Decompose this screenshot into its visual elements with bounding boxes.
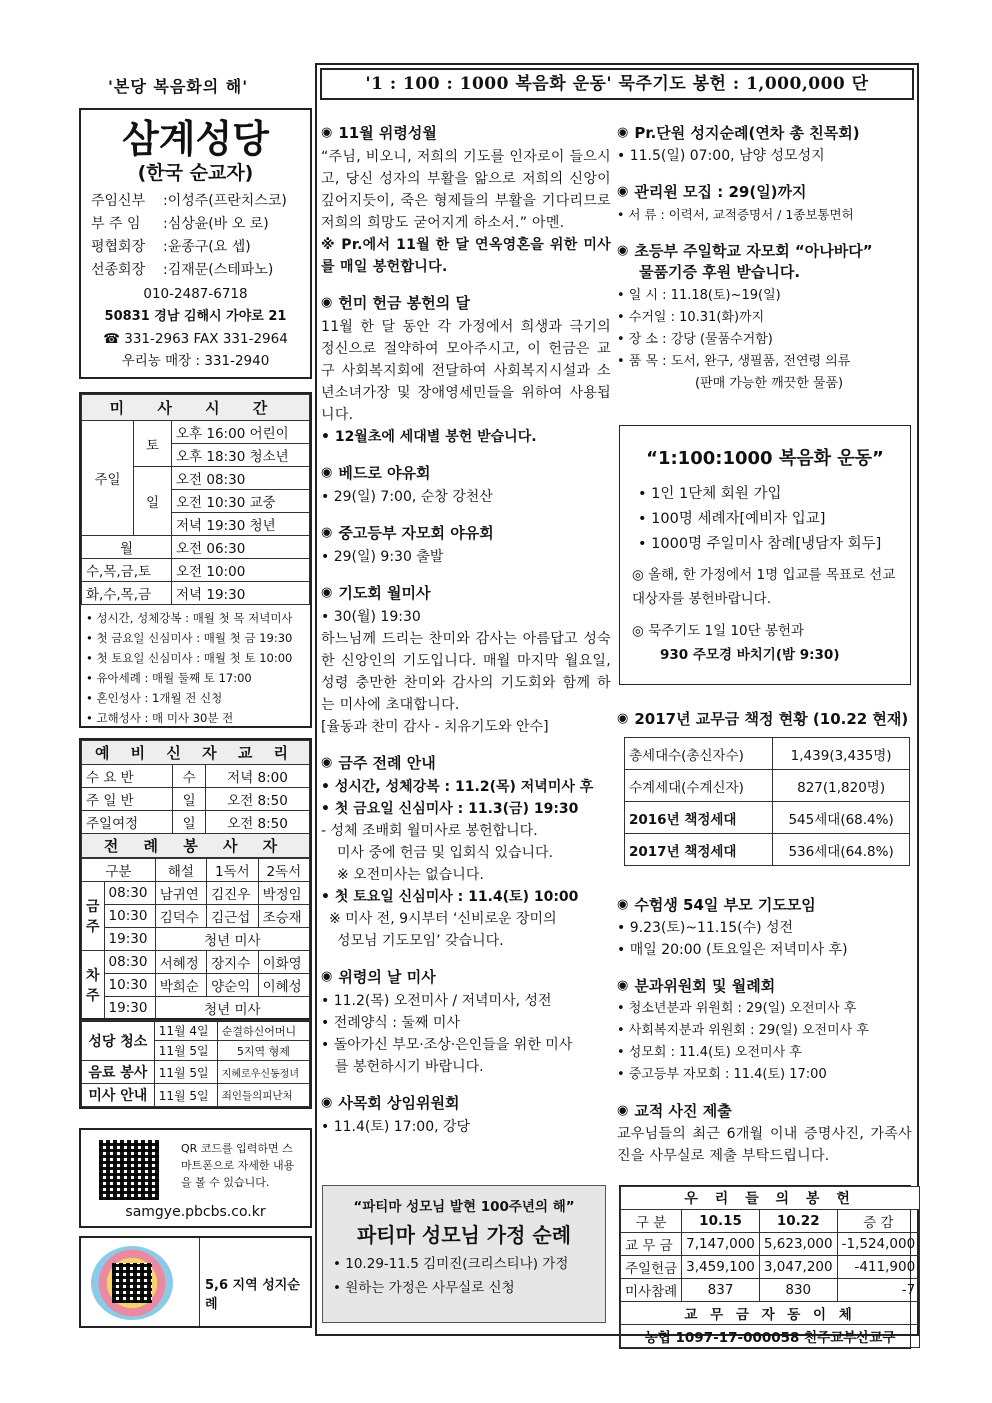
cat-class: 수 요 반 — [82, 765, 173, 788]
all-souls-line: • 11.2(목) 오전미사 / 저녁미사, 성전 — [321, 993, 552, 1009]
banner: '1 : 100 : 1000 복음화 운동' 묵주기도 봉헌 : 1,000,000 단 — [320, 68, 914, 100]
tue-label: 화,수,목,금 — [82, 582, 172, 605]
cat-time: 오전 8:50 — [206, 788, 310, 811]
r1-title: Pr.단원 성지순례(연차 총 친목회) — [634, 124, 860, 142]
tithe-label: 수계세대(수계신자) — [625, 770, 773, 802]
duty-label: 성당 청소 — [82, 1021, 155, 1061]
lit-cell: 이혜성 — [258, 974, 309, 997]
duty-date: 11월 4일 — [154, 1021, 217, 1041]
s5-body: 하느님께 드리는 찬미와 감사는 아름답고 성숙한 신앙인의 기도입니다. 매월 마지막 월요일, 성령 충만한 찬미와 감사의 기도회와 함께 하는 미사에 초대합니다. — [321, 631, 611, 713]
lit-header: 구분 — [82, 859, 156, 882]
staff-row: 선종회장 : 김재문(스테파노) — [91, 259, 300, 282]
committee-line: • 청소년분과 위원회 : 29(일) 오전미사 후 — [617, 1001, 857, 1016]
tithe-table — [624, 737, 910, 866]
mass-times-box — [79, 392, 312, 728]
committee-line: • 중고등부 자모회 : 11.4(토) 17:00 — [617, 1067, 827, 1082]
lit-cell: 서혜정 — [155, 951, 206, 974]
offer-header: 증 감 — [837, 1210, 920, 1233]
offer-header: 10.15 — [682, 1210, 760, 1233]
s8-line: • 11.4(토) 17:00, 강당 — [321, 1119, 471, 1135]
offer-header: 10.22 — [759, 1210, 837, 1233]
r6-lines — [617, 998, 912, 1086]
target-bullet-icon: ◉ — [617, 711, 629, 726]
next-week-label: 차주 — [82, 951, 105, 1020]
r5-title: 수험생 54일 부모 기도모임 — [634, 896, 816, 914]
offer-value: 7,147,000 — [682, 1233, 760, 1256]
lit-cell: 양순익 — [207, 974, 258, 997]
duty-date: 11월 5일 — [154, 1061, 217, 1084]
mass-note: • 첫 금요일 신심미사 : 매월 첫 금 19:30 — [86, 631, 293, 645]
anabada-line: (판매 가능한 깨끗한 물품) — [695, 376, 844, 391]
lit-time: 10:30 — [104, 974, 155, 997]
s1-note: ※ Pr.에서 11월 한 달 연옥영혼을 위한 미사를 매일 봉헌합니다. — [321, 237, 611, 275]
staff-row: 평협회장 : 윤종구(요 셉) — [91, 236, 300, 259]
mass-table — [81, 394, 310, 605]
evangelization-line: • 1인 1단체 회원 가입 — [638, 486, 782, 502]
s2-body: 11월 한 달 동안 각 가정에서 희생과 극기의 정신으로 절약하여 모아주시고, 이 헌금은 교구 사회복지회에 전달하여 사회복지시설과 소년소녀가장 및 장애영세민들을 위하여 사용됩니다. — [321, 319, 611, 423]
tithe-value: 545세대(68.4%) — [773, 802, 910, 834]
s7-title: 위령의 날 미사 — [338, 968, 436, 986]
lit-cell: 박정임 — [258, 882, 309, 905]
mass-row: 오후 18:30 청소년 — [172, 444, 310, 467]
cat-day: 일 — [173, 811, 206, 834]
staff-role: 평협회장 — [91, 239, 146, 255]
section-title — [617, 708, 912, 729]
tithe-value: 827(1,820명) — [773, 770, 910, 802]
offer-value: 3,047,200 — [759, 1256, 837, 1279]
cat-day: 일 — [173, 788, 206, 811]
r7-body: 교우님들의 최근 6개월 이내 증명사진, 가족사진을 사무실로 제출 부탁드립니다. — [617, 1126, 912, 1164]
tithe-label: 총세대수(총신자수) — [625, 738, 773, 770]
liturgy-table — [81, 858, 310, 1020]
section-title — [617, 975, 912, 996]
r6-title: 분과위원회 및 월례회 — [634, 977, 776, 995]
offer-value: -411,900 — [837, 1256, 920, 1279]
r3-title: 초등부 주일학교 자모회 “아나바다” — [634, 242, 873, 260]
staff-role: 주임신부 — [91, 193, 146, 209]
offer-value: 5,623,000 — [759, 1233, 837, 1256]
s3-line: • 29(일) 7:00, 순창 강천산 — [321, 489, 493, 505]
s6-title: 금주 전례 안내 — [338, 754, 436, 772]
staff-list — [91, 190, 300, 282]
lit-youth: 청년 미사 — [155, 928, 309, 951]
section-title — [617, 181, 912, 202]
target-bullet-icon: ◉ — [617, 1103, 629, 1118]
lit-cell: 김덕수 — [155, 905, 206, 928]
duty-date: 11월 5일 — [154, 1041, 217, 1061]
lit-cell: 박희순 — [155, 974, 206, 997]
lit-time: 19:30 — [104, 928, 155, 951]
lit-time: 10:30 — [104, 905, 155, 928]
liturgy-info-line: - 성체 조배회 월미사로 봉헌합니다. — [321, 823, 538, 839]
cat-class: 주일여정 — [82, 811, 173, 834]
mon-label: 월 — [82, 536, 172, 559]
staff-row: 주임신부 : 이성주(프란치스코) — [91, 190, 300, 213]
evangelization-note: 930 주모경 바치기(밤 9:30) — [660, 647, 840, 663]
mass-row: 오전 10:30 교중 — [172, 490, 310, 513]
target-bullet-icon: ◉ — [321, 755, 333, 770]
target-bullet-icon: ◉ — [321, 969, 333, 984]
lit-youth: 청년 미사 — [155, 997, 309, 1020]
offer-value: 3,459,100 — [682, 1256, 760, 1279]
evangelization-line: • 100명 세례자[예비자 입교] — [638, 511, 826, 527]
qr-code-icon[interactable] — [99, 1140, 159, 1200]
target-bullet-icon: ◉ — [321, 585, 333, 600]
section-title — [321, 752, 611, 773]
sunday-label: 주일 — [82, 421, 134, 536]
parish-address: 50831 경남 김해시 가야로 21 — [104, 309, 287, 324]
offer-value: -1,524,000 — [837, 1233, 920, 1256]
mass-note: • 고해성사 : 매 미사 30분 전 — [86, 711, 234, 725]
qr-box — [79, 1128, 312, 1228]
section-title — [321, 292, 611, 313]
staff-role: 선종회장 — [91, 262, 146, 278]
liturgy-info-line: • 성시간, 성체강복 : 11.2(목) 저녁미사 후 — [321, 779, 594, 795]
all-souls-line: 를 봉헌하시기 바랍니다. — [335, 1059, 484, 1075]
mass-notes — [81, 605, 310, 731]
fatima-title: “파티마 성모님 발현 100주년의 해” — [353, 1199, 575, 1215]
staff-name: 윤종구(요 셉) — [167, 239, 251, 255]
liturgy-info-line: • 첫 금요일 신심미사 : 11.3(금) 19:30 — [321, 801, 579, 817]
s2-note: • 12월초에 세대별 봉헌 받습니다. — [321, 429, 537, 445]
lit-time: 08:30 — [104, 951, 155, 974]
fatima-line: • 원하는 가정은 사무실로 신청 — [333, 1280, 515, 1296]
lit-cell: 김근섭 — [207, 905, 258, 928]
all-souls-line: • 돌아가신 부모·조상·은인들을 위한 미사 — [321, 1037, 573, 1053]
tithe-value: 1,439(3,435명) — [773, 738, 910, 770]
lit-cell: 조승재 — [258, 905, 309, 928]
sat-label: 토 — [134, 421, 172, 467]
offer-label: 주일헌금 — [621, 1256, 682, 1279]
staff-name: 심상윤(바 오 로) — [167, 216, 269, 232]
catechumen-box — [79, 738, 312, 1022]
wed-label: 수,목,금,토 — [82, 559, 172, 582]
this-week-label: 금주 — [82, 882, 105, 951]
offering-box — [619, 1185, 916, 1349]
r3-subtitle: 물품기증 후원 받습니다. — [639, 263, 801, 281]
mass-note: • 성시간, 성체강복 : 매월 첫 목 저녁미사 — [86, 611, 293, 625]
section-title — [321, 966, 611, 987]
liturgy-info-line: • 첫 토요일 신심미사 : 11.4(토) 10:00 — [321, 889, 579, 905]
staff-role: 부 주 임 — [91, 216, 141, 232]
fatima-box — [322, 1185, 606, 1323]
lit-cell: 이화영 — [258, 951, 309, 974]
r4-title: 2017년 교무금 책정 현황 (10.22 현재) — [634, 710, 909, 728]
section-title — [617, 240, 912, 261]
parish-store: 우리농 매장 : 331-2940 — [121, 353, 270, 369]
parish-name: 삼계성당 — [122, 116, 269, 161]
mass-row: 저녁 19:30 청년 — [172, 513, 310, 536]
middle-column — [321, 122, 611, 1138]
all-souls-line: • 전례양식 : 둘째 미사 — [321, 1015, 460, 1031]
target-bullet-icon: ◉ — [321, 465, 333, 480]
mass-note: • 첫 토요일 신심미사 : 매월 첫 토 10:00 — [86, 651, 293, 665]
target-bullet-icon: ◉ — [617, 184, 629, 199]
anabada-line: • 장 소 : 강당 (물품수거함) — [617, 332, 773, 347]
cat-class: 주 일 반 — [82, 788, 173, 811]
duty-who: 죄인들의피난처 — [217, 1084, 309, 1107]
lit-time: 19:30 — [104, 997, 155, 1020]
s7-lines — [321, 990, 611, 1078]
section-title — [321, 522, 611, 543]
catechumen-title: 예 비 신 자 교 리 — [82, 741, 310, 765]
evangelization-title: “1:100:1000 복음화 운동” — [646, 448, 884, 469]
r5-line: • 매일 20:00 (토요일은 저녁미사 후) — [617, 942, 848, 958]
offer-bank-account: 농협 1097-17-000058 천주교부산교구 — [621, 1325, 920, 1348]
mass-title: 미 사 시 간 — [82, 395, 310, 421]
target-bullet-icon: ◉ — [617, 978, 629, 993]
duty-date: 11월 5일 — [154, 1084, 217, 1107]
wed-time: 오전 10:00 — [172, 559, 310, 582]
duty-who: 지혜로우신동정녀 — [217, 1061, 309, 1084]
pilgrim-box — [79, 1236, 312, 1328]
parish-mobile: 010-2487-6718 — [143, 286, 248, 302]
parish-patron: (한국 순교자) — [137, 162, 254, 184]
lit-header: 1독서 — [207, 859, 258, 882]
flower-qr-icon[interactable] — [91, 1246, 173, 1320]
right-column-top — [617, 122, 912, 395]
offer-value: 837 — [682, 1279, 760, 1302]
mass-note: • 혼인성사 : 1개월 전 신청 — [86, 691, 223, 705]
duty-label: 미사 안내 — [82, 1084, 155, 1107]
site-url[interactable]: samgye.pbcbs.co.kr — [125, 1204, 266, 1220]
fatima-line: • 10.29-11.5 김미진(크리스티나) 가정 — [333, 1256, 569, 1272]
target-bullet-icon: ◉ — [321, 525, 333, 540]
s1-body: “주님, 비오니, 저희의 기도를 인자로이 들으시고, 당신 성자의 부활을 앎으로 저희의 신앙이 깊어지듯이, 죽은 형제들의 부활을 기다리므로 저희의 희망도 굳어지게 하소서.” 아멘. — [321, 149, 611, 231]
committee-line: • 사회복지분과 위원회 : 29(일) 오전미사 후 — [617, 1023, 869, 1038]
s2-title: 헌미 헌금 봉헌의 달 — [338, 294, 470, 312]
target-bullet-icon: ◉ — [321, 125, 333, 140]
offer-value: -7 — [837, 1279, 920, 1302]
liturgy-info-line: 성모님 기도모임’ 갖습니다. — [337, 933, 504, 949]
s5-note: [율동과 찬미 감사 - 치유기도와 안수] — [321, 719, 549, 735]
staff-row: 부 주 임 : 심상윤(바 오 로) — [91, 213, 300, 236]
s6-lines — [321, 776, 611, 952]
staff-name: 김재문(스테파노) — [167, 262, 274, 278]
s5-line: • 30(월) 19:30 — [321, 609, 421, 625]
year-motto: '본당 복음화의 해' — [108, 77, 249, 96]
offer-value: 830 — [759, 1279, 837, 1302]
evangelization-line: • 1000명 주일미사 참례[냉담자 회두] — [638, 536, 882, 552]
section-title — [321, 1092, 611, 1113]
target-bullet-icon: ◉ — [321, 295, 333, 310]
r7-title: 교적 사진 제출 — [634, 1102, 732, 1120]
tue-time: 저녁 19:30 — [172, 582, 310, 605]
target-bullet-icon: ◉ — [617, 243, 629, 258]
target-bullet-icon: ◉ — [617, 125, 629, 140]
cat-time: 오전 8:50 — [206, 811, 310, 834]
s3-title: 베드로 야유회 — [338, 464, 431, 482]
mass-note: • 유아세례 : 매월 둘째 토 17:00 — [86, 671, 252, 685]
s1-title: 11월 위령성월 — [338, 124, 437, 142]
lit-header: 2독서 — [258, 859, 309, 882]
duty-who: 5지역 형제 — [217, 1041, 309, 1061]
s5-title: 기도회 월미사 — [338, 584, 431, 602]
s4-line: • 29(일) 9:30 출발 — [321, 549, 444, 565]
duty-label: 음료 봉사 — [82, 1061, 155, 1084]
target-bullet-icon: ◉ — [617, 897, 629, 912]
target-bullet-icon: ◉ — [321, 1095, 333, 1110]
lit-cell: 김진우 — [207, 882, 258, 905]
staff-name: 이성주(프란치스코) — [167, 193, 287, 209]
cat-day: 수 — [173, 765, 206, 788]
committee-line: • 성모회 : 11.4(토) 오전미사 후 — [617, 1045, 802, 1060]
liturgy-info-line: 미사 중에 헌금 및 입회식 있습니다. — [337, 845, 554, 861]
lit-time: 08:30 — [104, 882, 155, 905]
cat-time: 저녁 8:00 — [206, 765, 310, 788]
lit-header: 해설 — [155, 859, 206, 882]
evangelization-box — [619, 425, 911, 685]
liturgy-info-line: ※ 오전미사는 없습니다. — [337, 867, 484, 883]
anabada-line: • 수거일 : 10.31(화)까지 — [617, 310, 765, 325]
parish-info-box — [79, 108, 312, 379]
evangelization-note: ◎ 묵주기도 1일 10단 봉헌과 — [632, 623, 805, 639]
offer-label: 미사참례 — [621, 1279, 682, 1302]
tithe-value: 536세대(64.8%) — [773, 834, 910, 866]
section-title — [321, 582, 611, 603]
mass-row: 오전 08:30 — [172, 467, 310, 490]
sun-label: 일 — [134, 467, 172, 536]
duties-box — [79, 1018, 312, 1109]
s8-title: 사목회 상임위원회 — [338, 1094, 460, 1112]
section-title — [617, 1100, 912, 1121]
s4-title: 중고등부 자모회 야유회 — [338, 524, 494, 542]
duties-table — [81, 1020, 310, 1107]
lit-cell: 장지수 — [207, 951, 258, 974]
evangelization-note: ◎ 올해, 한 가정에서 1명 입교를 목표로 선교 대상자를 봉헌바랍니다. — [632, 567, 896, 607]
section-title — [617, 894, 912, 915]
tithe-label: 2017년 책정세대 — [625, 834, 773, 866]
mass-row: 오후 16:00 어린이 — [172, 421, 310, 444]
tithe-label: 2016년 책정세대 — [625, 802, 773, 834]
r2-line: • 서 류 : 이력서, 교적증명서 / 1종보통면허 — [617, 207, 854, 222]
anabada-line: • 품 목 : 도서, 완구, 생필품, 전연령 의류 — [617, 354, 851, 369]
section-title — [617, 122, 912, 143]
r3-lines — [617, 285, 912, 395]
pilgrim-text: 5,6 지역 성지순례 — [205, 1278, 300, 1312]
offer-auto-transfer: 교 무 금 자 동 이 체 — [621, 1302, 920, 1325]
offering-title: 우 리 들 의 봉 헌 — [621, 1187, 920, 1210]
r1-line: • 11.5(일) 07:00, 남양 성모성지 — [617, 148, 825, 164]
duty-who: 순결하신어머니 — [217, 1021, 309, 1041]
offer-label: 교 무 금 — [621, 1233, 682, 1256]
liturgy-info-line: ※ 미사 전, 9시부터 ‘신비로운 장미의 — [329, 911, 557, 927]
offer-header: 구 분 — [621, 1210, 682, 1233]
section-title — [321, 462, 611, 483]
parish-tel: ☎ 331-2963 FAX 331-2964 — [103, 331, 288, 347]
r2-title: 관리원 모집 : 29(일)까지 — [634, 183, 807, 201]
liturgy-title: 전 례 봉 사 자 — [82, 834, 310, 858]
section-title — [321, 122, 611, 143]
qr-text: QR 코드를 입력하면 스마트폰으로 자세한 내용을 볼 수 있습니다. — [181, 1142, 295, 1189]
right-column-bottom — [617, 708, 912, 1167]
anabada-line: • 일 시 : 11.18(토)~19(일) — [617, 288, 781, 303]
mon-time: 오전 06:30 — [172, 536, 310, 559]
lit-cell: 남귀연 — [155, 882, 206, 905]
fatima-heading: 파티마 성모님 가정 순례 — [356, 1223, 572, 1247]
r5-line: • 9.23(토)~11.15(수) 성전 — [617, 920, 794, 936]
offering-table — [620, 1186, 920, 1348]
